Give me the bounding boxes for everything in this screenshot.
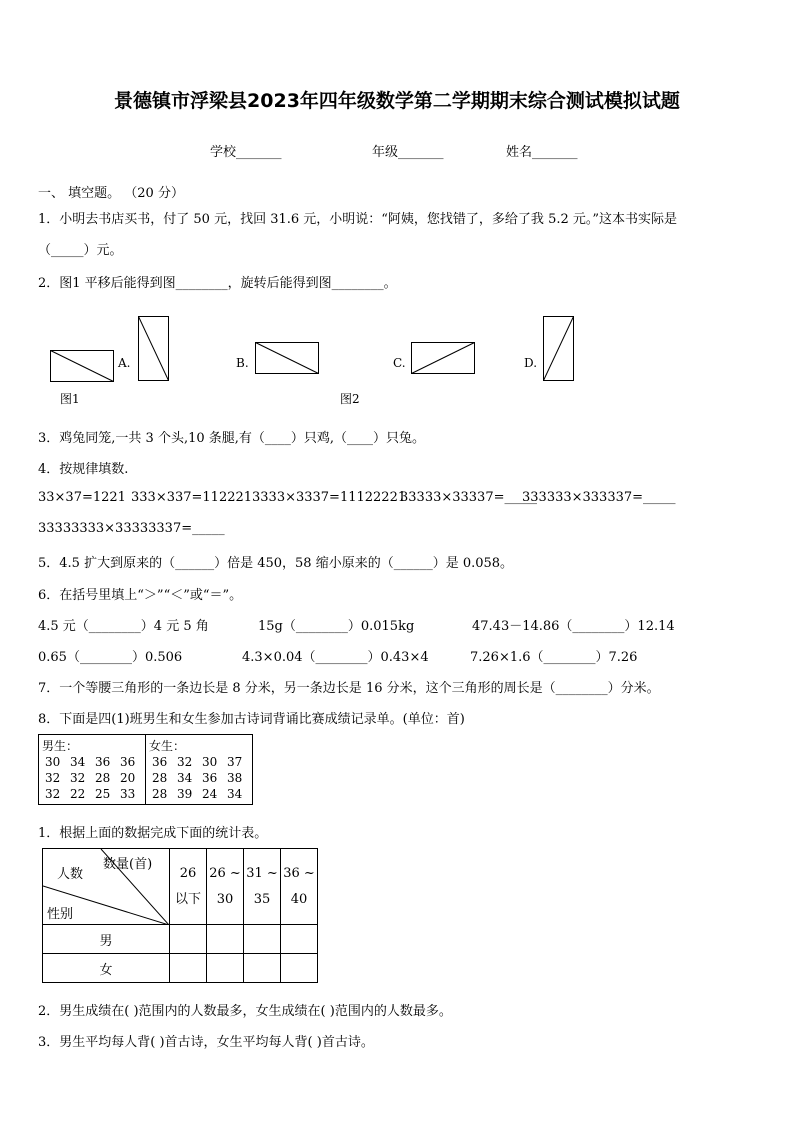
- score-cell: 32: [177, 755, 193, 769]
- score-cell: 28: [95, 771, 111, 785]
- score-cell: 32: [45, 771, 61, 785]
- option-b-figure[interactable]: [255, 342, 319, 374]
- school-field[interactable]: 学校_______: [210, 145, 282, 160]
- score-cell: 36: [202, 771, 218, 785]
- q6-item-b[interactable]: 15g（________）0.015kg: [258, 619, 415, 634]
- question-7: 7．一个等腰三角形的一条边长是 8 分米，另一条边长是 16 分米，这个三角形的周长是（________）分米。: [38, 681, 660, 696]
- corner-gender-label: 性别: [47, 907, 74, 922]
- grade-field[interactable]: 年级_______: [372, 145, 444, 160]
- q6-item-d[interactable]: 0.65（________）0.506: [38, 650, 183, 665]
- score-cell: 34: [70, 755, 86, 769]
- option-c-figure[interactable]: [411, 342, 475, 374]
- score-cell: 28: [152, 771, 168, 785]
- col-header: 26 ~ 30: [207, 849, 244, 925]
- question-6: 6．在括号里填上“＞”“＜”或“＝”。: [38, 588, 243, 603]
- q6-item-f[interactable]: 7.26×1.6（________）7.26: [470, 650, 638, 665]
- score-cell: 36: [152, 755, 168, 769]
- question-3: 3．鸡兔同笼,一共 3 个头,10 条腿,有（____）只鸡,（____）只兔。: [38, 431, 426, 446]
- figure-2-label: 图2: [340, 392, 360, 406]
- option-d-label: D.: [524, 356, 538, 370]
- score-record-table: [38, 734, 253, 805]
- answer-cell[interactable]: [207, 925, 244, 954]
- q4-expr-6[interactable]: 33333333×33333337=_____: [38, 521, 225, 536]
- corner-people-label: 人数: [57, 867, 84, 882]
- score-cell: 32: [45, 787, 61, 801]
- page-title: 景德镇市浮梁县2023年四年级数学第二学期期末综合测试模拟试题: [114, 90, 680, 112]
- sub-question-3: 3．男生平均每人背( )首古诗，女生平均每人背( )首古诗。: [38, 1035, 374, 1050]
- row-header-girls: 女: [43, 954, 170, 983]
- row-header-boys: 男: [43, 925, 170, 954]
- figure-1-rectangle: [50, 350, 114, 382]
- statistics-table: [42, 848, 318, 983]
- answer-cell[interactable]: [170, 925, 207, 954]
- answer-cell[interactable]: [207, 954, 244, 983]
- q6-item-c[interactable]: 47.43－14.86（________）12.14: [472, 619, 675, 634]
- figure-1-label: 图1: [60, 392, 80, 406]
- table-corner-header: [43, 849, 170, 925]
- col-header: 36 ~ 40: [281, 849, 318, 925]
- score-cell: 24: [202, 787, 218, 801]
- q4-expr-1: 33×37=1221: [38, 490, 126, 505]
- option-b-label: B.: [236, 356, 249, 370]
- col-header: 31 ~ 35: [244, 849, 281, 925]
- q4-expr-5[interactable]: 333333×333337=_____: [522, 490, 676, 505]
- girls-label: 女生：: [149, 739, 186, 753]
- option-a-label: A.: [118, 356, 131, 370]
- option-a-figure[interactable]: [138, 316, 169, 381]
- question-1-line1: 1．小明去书店买书，付了 50 元，找回 31.6 元，小明说：“阿姨，您找错了，多给了我 5.2 元。”这本书实际是: [38, 212, 678, 227]
- boys-label: 男生：: [42, 739, 79, 753]
- col-header: 26 以下: [170, 849, 207, 925]
- score-cell: 20: [120, 771, 136, 785]
- name-field[interactable]: 姓名_______: [506, 145, 578, 160]
- answer-cell[interactable]: [244, 954, 281, 983]
- question-1-line2: （_____）元。: [38, 243, 123, 258]
- question-8: 8．下面是四(1)班男生和女生参加古诗词背诵比赛成绩记录单。(单位：首): [38, 712, 465, 727]
- q4-expr-3: 3333×3337=11122221: [252, 490, 407, 505]
- answer-cell[interactable]: [281, 954, 318, 983]
- q6-item-a[interactable]: 4.5 元（________）4 元 5 角: [38, 619, 209, 634]
- question-4: 4．按规律填数.: [38, 462, 129, 477]
- score-cell: 30: [45, 755, 61, 769]
- score-cell: 33: [120, 787, 136, 801]
- score-cell: 25: [95, 787, 111, 801]
- girls-scores: [146, 735, 253, 805]
- sub-question-2: 2．男生成绩在( )范围内的人数最多，女生成绩在( )范围内的人数最多。: [38, 1004, 452, 1019]
- section-heading: 一、 填空题。 （20 分）: [38, 186, 184, 201]
- question-2: 2．图1 平移后能得到图________，旋转后能得到图________。: [38, 276, 397, 291]
- option-c-label: C.: [393, 356, 406, 370]
- score-cell: 28: [152, 787, 168, 801]
- q6-item-e[interactable]: 4.3×0.04（________）0.43×4: [242, 650, 429, 665]
- score-cell: 36: [120, 755, 136, 769]
- score-cell: 34: [227, 787, 243, 801]
- score-cell: 34: [177, 771, 193, 785]
- option-d-figure[interactable]: [543, 316, 574, 381]
- boys-scores: [39, 735, 146, 805]
- score-cell: 30: [202, 755, 218, 769]
- answer-cell[interactable]: [281, 925, 318, 954]
- score-cell: 38: [227, 771, 243, 785]
- answer-cell[interactable]: [170, 954, 207, 983]
- corner-count-label: 数量(首): [103, 857, 153, 872]
- score-cell: 39: [177, 787, 193, 801]
- question-5: 5．4.5 扩大到原来的（______）倍是 450，58 缩小原来的（______）是 0.058。: [38, 556, 514, 571]
- answer-cell[interactable]: [244, 925, 281, 954]
- sub-question-1: 1．根据上面的数据完成下面的统计表。: [38, 826, 268, 841]
- score-cell: 32: [70, 771, 86, 785]
- score-cell: 37: [227, 755, 243, 769]
- score-cell: 36: [95, 755, 111, 769]
- q4-expr-2: 333×337=112221: [131, 490, 253, 505]
- q4-expr-4[interactable]: 33333×33337=_____: [400, 490, 537, 505]
- score-cell: 22: [70, 787, 86, 801]
